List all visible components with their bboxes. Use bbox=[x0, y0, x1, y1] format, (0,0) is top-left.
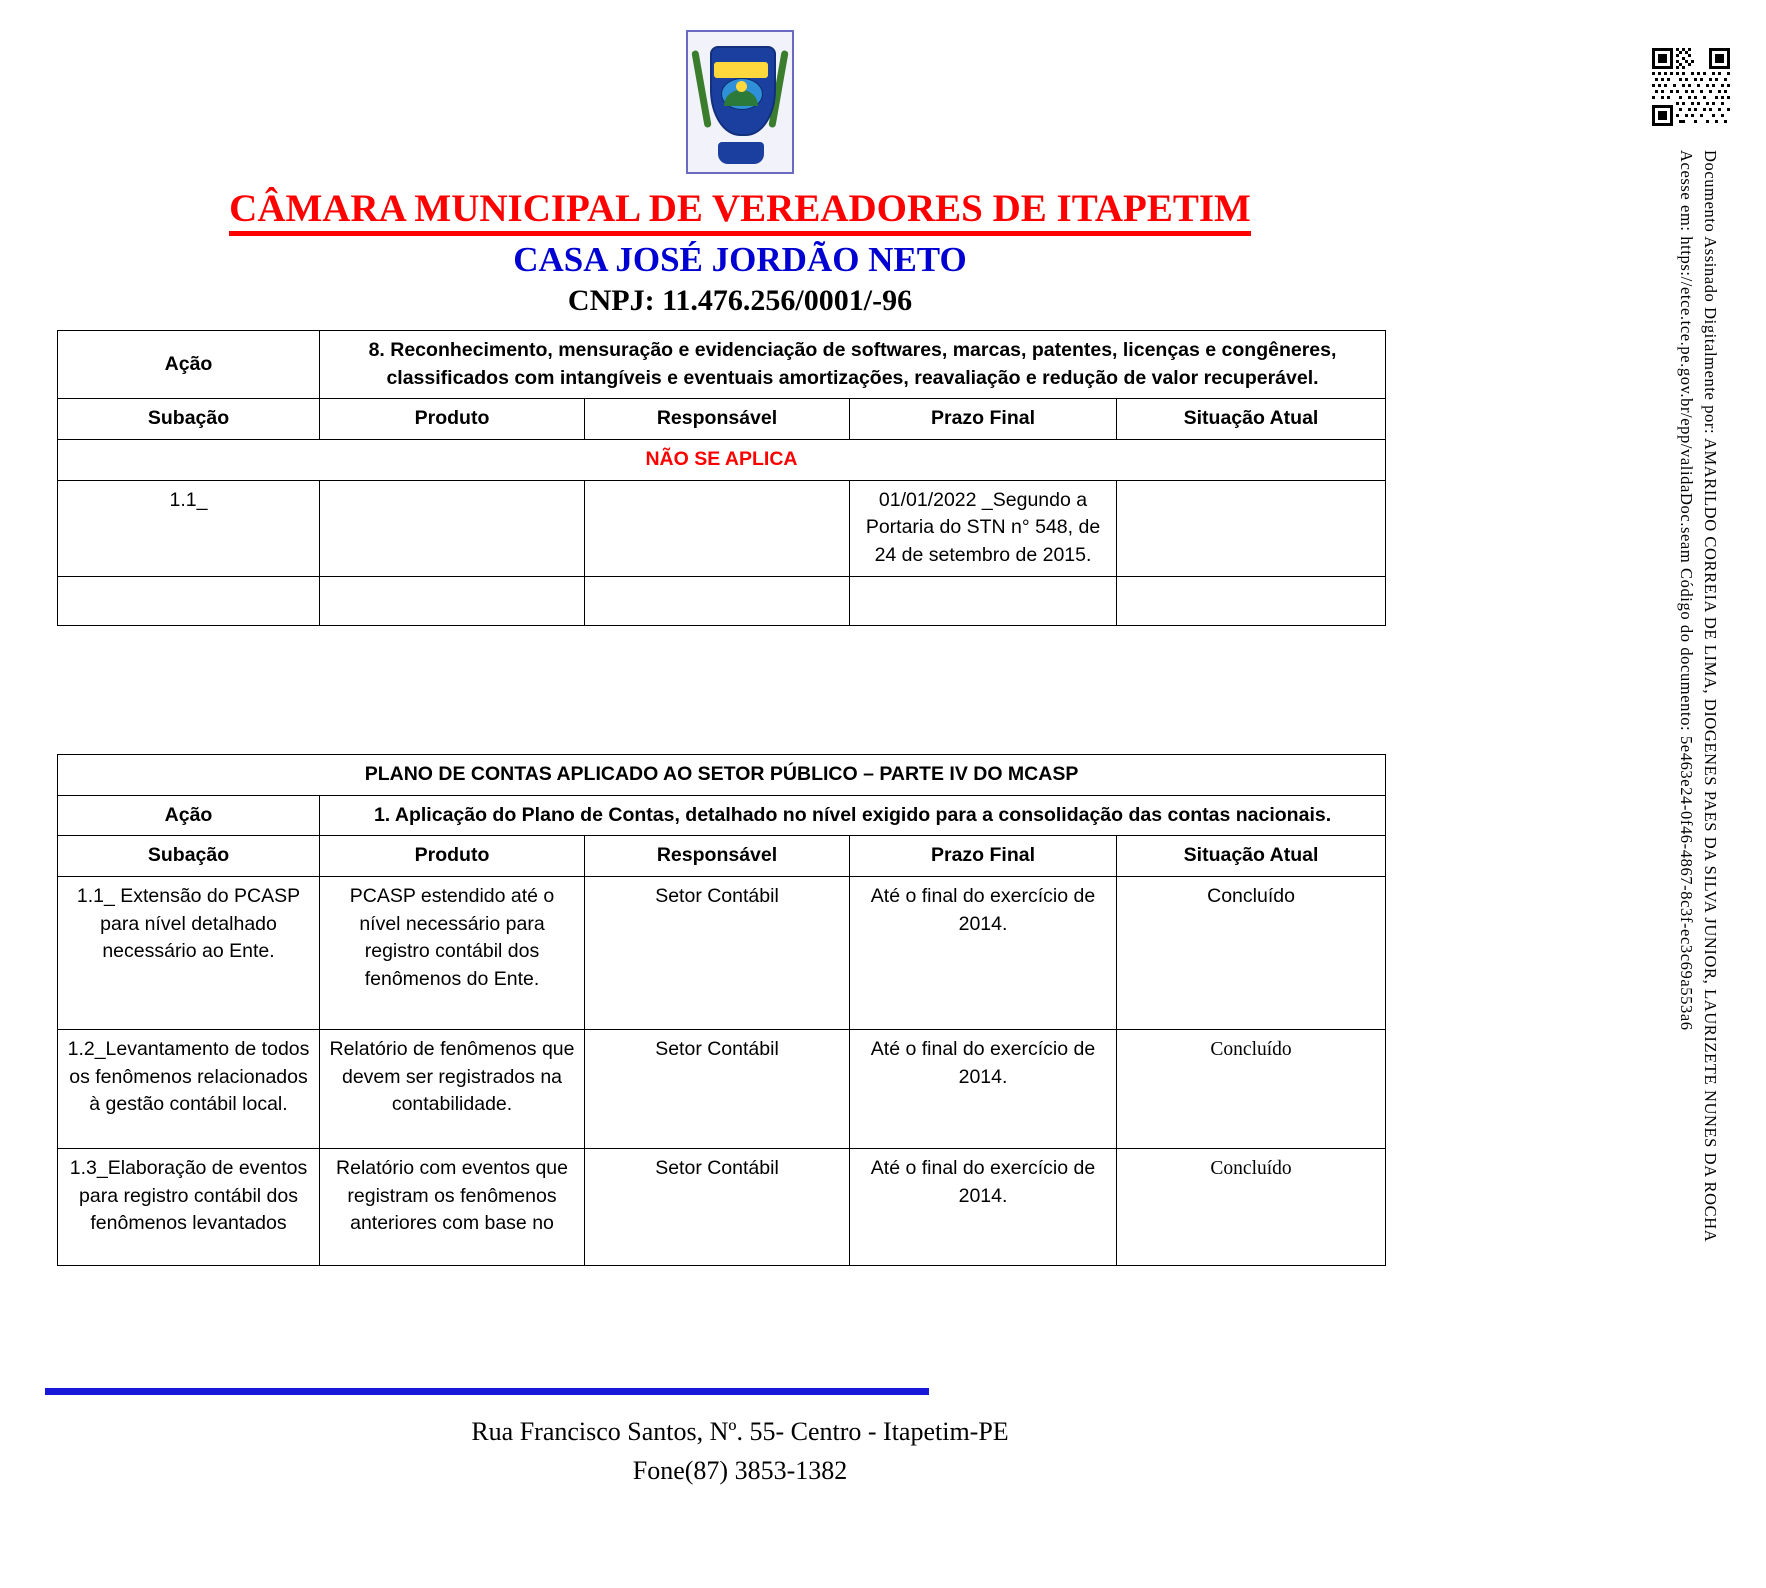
coat-of-arms-icon bbox=[686, 30, 794, 174]
table-row bbox=[58, 795, 1386, 836]
table-title-row bbox=[58, 755, 1386, 796]
cell-prazo-final: Até o final do exercício de 2014. bbox=[850, 1030, 1117, 1149]
signature-validation-url: Acesse em: https://etce.tce.pe.gov.br/epp/validaDoc.seam Código do documento: 5e463e24-0f46-4867-8c3f-ec3c69a553a6 bbox=[1677, 150, 1696, 1031]
cell-produto bbox=[320, 480, 585, 576]
cell-produto: Relatório de fenômenos que devem ser registrados na contabilidade. bbox=[320, 1030, 585, 1149]
cell-subacao bbox=[58, 576, 320, 625]
footer-divider bbox=[45, 1388, 929, 1395]
signature-text-block bbox=[1646, 150, 1758, 1550]
cell-produto bbox=[320, 576, 585, 625]
cell-subacao: 1.3_Elaboração de eventos para registro contábil dos fenômenos levantados bbox=[58, 1149, 320, 1266]
column-header-prazo-final: Prazo Final bbox=[850, 836, 1117, 877]
footer-phone: Fone(87) 3853-1382 bbox=[632, 1456, 848, 1485]
column-header-situacao-atual: Situação Atual bbox=[1117, 836, 1386, 877]
cell-prazo-final: 01/01/2022 _Segundo a Portaria do STN n° 548, de 24 de setembro de 2015. bbox=[850, 480, 1117, 576]
table-header-row bbox=[58, 836, 1386, 877]
cell-responsavel: Setor Contábil bbox=[585, 877, 850, 1030]
table-row bbox=[58, 1030, 1386, 1149]
cell-prazo-final: Até o final do exercício de 2014. bbox=[850, 877, 1117, 1030]
cell-acao-text: 8. Reconhecimento, mensuração e evidenciação de softwares, marcas, patentes, licenças e congêneres, classificados com intangíveis e eventuais amortizações, reavaliação e redução de valor recuperável. bbox=[320, 331, 1386, 399]
cell-situacao-atual: Concluído bbox=[1117, 1149, 1386, 1266]
cell-acao-text: 1. Aplicação do Plano de Contas, detalhado no nível exigido para a consolidação das contas nacionais. bbox=[320, 795, 1386, 836]
cell-acao-label: Ação bbox=[58, 331, 320, 399]
column-header-produto: Produto bbox=[320, 399, 585, 440]
cnpj-text: CNPJ: 11.476.256/0001/-96 bbox=[567, 284, 913, 318]
column-header-prazo-final: Prazo Final bbox=[850, 399, 1117, 440]
cell-responsavel: Setor Contábil bbox=[585, 1030, 850, 1149]
cell-situacao-atual bbox=[1117, 576, 1386, 625]
cell-responsavel: Setor Contábil bbox=[585, 1149, 850, 1266]
cell-situacao-atual bbox=[1117, 480, 1386, 576]
cell-subacao: 1.1_ Extensão do PCASP para nível detalhado necessário ao Ente. bbox=[58, 877, 320, 1030]
cell-produto: PCASP estendido até o nível necessário para registro contábil dos fenômenos do Ente. bbox=[320, 877, 585, 1030]
table-row-banner bbox=[58, 440, 1386, 481]
signature-signers-text: Documento Assinado Digitalmente por: AMARILDO CORREIA DE LIMA, DIOGENES PAES DA SILVA JUNIOR, LAURIZETE NUNES DA ROCHA bbox=[1701, 150, 1720, 1243]
footer bbox=[0, 1412, 1480, 1490]
page-subtitle: CASA JOSÉ JORDÃO NETO bbox=[513, 240, 967, 280]
table-header-row bbox=[58, 399, 1386, 440]
cell-prazo-final: Até o final do exercício de 2014. bbox=[850, 1149, 1117, 1266]
cell-responsavel bbox=[585, 576, 850, 625]
cell-prazo-final bbox=[850, 576, 1117, 625]
status-badge-nao-se-aplica: NÃO SE APLICA bbox=[58, 440, 1386, 481]
document-header bbox=[0, 30, 1480, 318]
column-header-responsavel: Responsável bbox=[585, 399, 850, 440]
table-row bbox=[58, 1149, 1386, 1266]
column-header-subacao: Subação bbox=[58, 836, 320, 877]
column-header-produto: Produto bbox=[320, 836, 585, 877]
table-title: PLANO DE CONTAS APLICADO AO SETOR PÚBLICO – PARTE IV DO MCASP bbox=[58, 755, 1386, 796]
table-row bbox=[58, 480, 1386, 576]
cell-situacao-atual: Concluído bbox=[1117, 1030, 1386, 1149]
column-header-responsavel: Responsável bbox=[585, 836, 850, 877]
cell-situacao-atual: Concluído bbox=[1117, 877, 1386, 1030]
column-header-subacao: Subação bbox=[58, 399, 320, 440]
table-pcasp bbox=[57, 754, 1386, 1266]
table-row bbox=[58, 877, 1386, 1030]
cell-subacao: 1.2_Levantamento de todos os fenômenos relacionados à gestão contábil local. bbox=[58, 1030, 320, 1149]
table-row bbox=[58, 576, 1386, 625]
qr-code-icon bbox=[1652, 48, 1730, 126]
cell-produto: Relatório com eventos que registram os fenômenos anteriores com base no bbox=[320, 1149, 585, 1266]
footer-address: Rua Francisco Santos, Nº. 55- Centro - Itapetim-PE bbox=[471, 1417, 1009, 1446]
table-intangiveis bbox=[57, 330, 1386, 626]
cell-subacao: 1.1_ bbox=[58, 480, 320, 576]
digital-signature-strip bbox=[1638, 30, 1758, 1560]
cell-acao-label: Ação bbox=[58, 795, 320, 836]
table-row bbox=[58, 331, 1386, 399]
cell-responsavel bbox=[585, 480, 850, 576]
page-title: CÂMARA MUNICIPAL DE VEREADORES DE ITAPETIM bbox=[229, 188, 1251, 236]
column-header-situacao-atual: Situação Atual bbox=[1117, 399, 1386, 440]
